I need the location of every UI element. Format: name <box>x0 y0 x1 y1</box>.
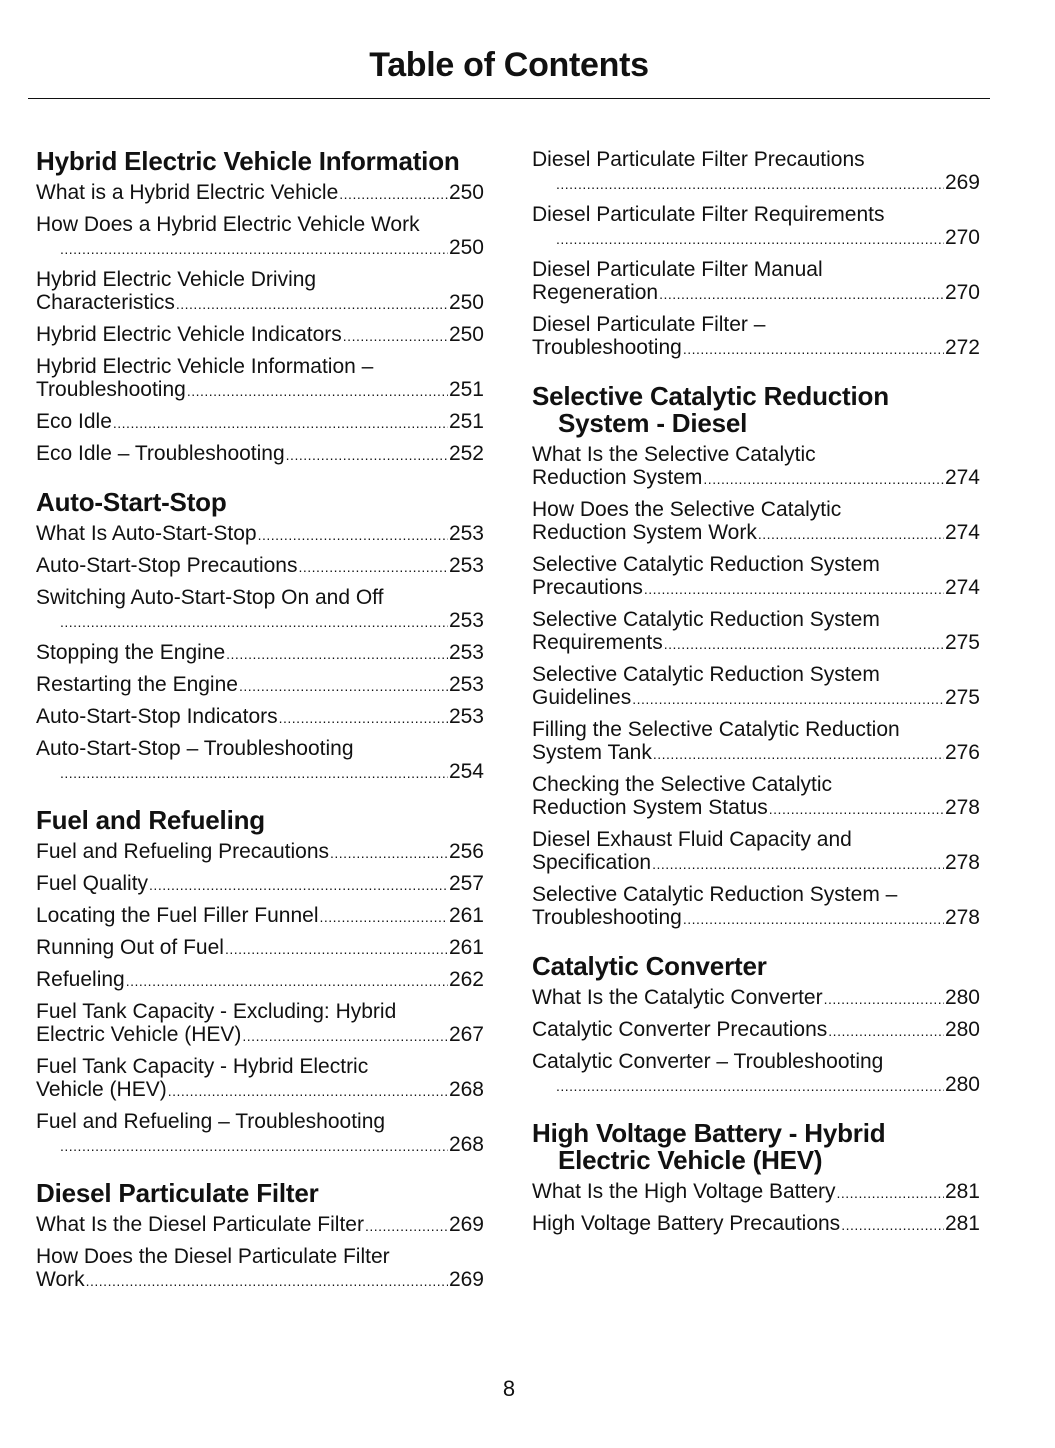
dot-leader <box>126 970 448 993</box>
toc-entry-row <box>36 442 484 467</box>
toc-entry[interactable] <box>532 828 980 876</box>
entry-label: How Does the Diesel Particulate Filter <box>36 1245 390 1268</box>
toc-entry-row <box>532 336 980 361</box>
toc-entry[interactable] <box>532 258 980 306</box>
dot-leader <box>226 643 448 666</box>
title-divider <box>28 98 990 99</box>
toc-entry-row <box>555 171 980 196</box>
entry-label: Refueling <box>36 968 125 991</box>
toc-entry[interactable] <box>36 968 484 993</box>
toc-entry[interactable] <box>36 1055 484 1103</box>
dot-leader <box>841 1214 944 1237</box>
dot-leader <box>330 842 448 865</box>
entry-label-continued: Reduction System Work <box>532 521 757 544</box>
toc-entry[interactable] <box>36 936 484 961</box>
section-heading: Diesel Particulate Filter <box>36 1178 319 1208</box>
entry-label: Fuel and Refueling Precautions <box>36 840 330 863</box>
entry-page: 252 <box>448 442 484 465</box>
toc-entry-row <box>36 1078 484 1103</box>
toc-entry-row <box>36 840 484 865</box>
dot-leader <box>652 853 944 876</box>
entry-label-continued: Work <box>36 1268 85 1291</box>
entry-label: How Does the Selective Catalytic <box>532 498 842 521</box>
toc-entry[interactable] <box>532 883 980 931</box>
entry-label: Auto-Start-Stop Precautions <box>36 554 298 577</box>
toc-section <box>36 1180 484 1293</box>
toc-entry[interactable] <box>532 1018 980 1043</box>
toc-entry-row <box>36 410 484 435</box>
toc-entry-row <box>532 1180 980 1205</box>
entry-label: Selective Catalytic Reduction System <box>532 608 880 631</box>
dot-leader <box>86 1270 448 1293</box>
entry-label: Catalytic Converter – Troubleshooting <box>532 1050 884 1073</box>
entry-label-continued: Regeneration <box>532 281 659 304</box>
entry-page: 275 <box>944 631 980 654</box>
entry-page: 256 <box>448 840 484 863</box>
entry-label-continued: Characteristics <box>36 291 175 314</box>
toc-entry[interactable] <box>36 705 484 730</box>
entry-label: Eco Idle – Troubleshooting <box>36 442 285 465</box>
entry-page: 269 <box>448 1213 484 1236</box>
entry-label: What Is the High Voltage Battery <box>532 1180 836 1203</box>
entry-label-continued: Reduction System Status <box>532 796 768 819</box>
toc-entry[interactable] <box>36 442 484 467</box>
toc-entry-row <box>555 226 980 251</box>
entry-page: 251 <box>448 378 484 401</box>
toc-entry[interactable] <box>532 1050 980 1098</box>
toc-entry-row <box>36 1268 484 1293</box>
entry-page: 250 <box>448 236 484 259</box>
entry-label: What Is the Diesel Particulate Filter <box>36 1213 364 1236</box>
toc-entry-row <box>532 1018 980 1043</box>
entry-page: 270 <box>944 281 980 304</box>
entry-page: 253 <box>448 522 484 545</box>
entry-label-continued: Specification <box>532 851 652 874</box>
section-heading: Hybrid Electric Vehicle Information <box>36 146 460 176</box>
toc-entry[interactable] <box>36 904 484 929</box>
entry-page: 278 <box>944 796 980 819</box>
entry-label: Hybrid Electric Vehicle Information – <box>36 355 374 378</box>
dot-leader <box>60 1135 448 1158</box>
dot-leader <box>279 707 448 730</box>
toc-entry-row <box>36 181 484 206</box>
toc-entry[interactable] <box>36 1213 484 1238</box>
toc-entry[interactable] <box>532 773 980 821</box>
entry-label-continued: Electric Vehicle (HEV) <box>36 1023 242 1046</box>
toc-entry-row <box>532 466 980 491</box>
toc-entry[interactable] <box>36 410 484 435</box>
dot-leader <box>683 338 944 361</box>
toc-entry[interactable] <box>532 443 980 491</box>
toc-entry-row <box>532 906 980 931</box>
toc-entry-row <box>532 796 980 821</box>
dot-leader <box>758 523 944 546</box>
toc-entry-row <box>36 641 484 666</box>
toc-entry[interactable] <box>532 1180 980 1205</box>
dot-leader <box>556 173 944 196</box>
entry-label: Running Out of Fuel <box>36 936 224 959</box>
entry-label: Fuel Tank Capacity - Hybrid Electric <box>36 1055 369 1078</box>
dot-leader <box>644 578 944 601</box>
toc-entry-row <box>36 872 484 897</box>
toc-entry[interactable] <box>36 1245 484 1293</box>
toc-entry-row <box>532 986 980 1011</box>
entry-label: What Is Auto-Start-Stop <box>36 522 257 545</box>
entry-label: Restarting the Engine <box>36 673 238 696</box>
toc-entry[interactable] <box>532 313 980 361</box>
page-title: Table of Contents <box>369 46 649 84</box>
toc-section <box>36 148 484 467</box>
section-heading: High Voltage Battery - Hybrid Electric Vehicle (HEV) <box>532 1118 886 1175</box>
dot-leader <box>659 283 944 306</box>
entry-label: Fuel Quality <box>36 872 149 895</box>
entry-page: 269 <box>944 171 980 194</box>
toc-section-continued <box>532 148 980 361</box>
entry-label: What Is the Catalytic Converter <box>532 986 823 1009</box>
toc-entry-row <box>532 1212 980 1237</box>
dot-leader <box>286 444 448 467</box>
toc-entry[interactable] <box>36 586 484 634</box>
entry-label: Eco Idle <box>36 410 112 433</box>
entry-label-continued: Troubleshooting <box>36 378 186 401</box>
entry-page: 250 <box>448 291 484 314</box>
entry-label: What Is the Selective Catalytic <box>532 443 816 466</box>
toc-entry[interactable] <box>36 737 484 785</box>
entry-label: Diesel Particulate Filter Manual <box>532 258 823 281</box>
toc-entry[interactable] <box>36 872 484 897</box>
section-heading: Catalytic Converter <box>532 951 767 981</box>
toc-entry[interactable] <box>36 1000 484 1048</box>
dot-leader <box>683 908 944 931</box>
toc-entry-row <box>36 323 484 348</box>
dot-leader <box>343 325 448 348</box>
toc-entry-row <box>555 1073 980 1098</box>
entry-page: 261 <box>448 936 484 959</box>
toc-entry[interactable] <box>36 554 484 579</box>
entry-label: Locating the Fuel Filler Funnel <box>36 904 319 927</box>
entry-label: Stopping the Engine <box>36 641 226 664</box>
dot-leader <box>113 412 448 435</box>
toc-section <box>532 1120 980 1237</box>
dot-leader <box>168 1080 448 1103</box>
toc-entry-row <box>36 291 484 316</box>
toc-entry[interactable] <box>36 840 484 865</box>
toc-entry[interactable] <box>36 355 484 403</box>
dot-leader <box>824 988 944 1011</box>
entry-label-continued: Reduction System <box>532 466 703 489</box>
entry-page: 280 <box>944 986 980 1009</box>
entry-label: How Does a Hybrid Electric Vehicle Work <box>36 213 420 236</box>
toc-entry[interactable] <box>532 986 980 1011</box>
entry-page: 272 <box>944 336 980 359</box>
entry-label: Fuel and Refueling – Troubleshooting <box>36 1110 386 1133</box>
entry-page: 280 <box>944 1073 980 1096</box>
dot-leader <box>258 524 448 547</box>
toc-entry[interactable] <box>532 608 980 656</box>
toc-entry[interactable] <box>36 213 484 261</box>
page-number: 8 <box>502 1376 516 1401</box>
toc-entry-row <box>59 760 484 785</box>
entry-page: 274 <box>944 576 980 599</box>
entry-label: Diesel Exhaust Fluid Capacity and <box>532 828 852 851</box>
entry-label: High Voltage Battery Precautions <box>532 1212 841 1235</box>
dot-leader <box>239 675 448 698</box>
toc-entry-row <box>36 554 484 579</box>
dot-leader <box>320 906 448 929</box>
entry-page: 253 <box>448 673 484 696</box>
toc-entry[interactable] <box>36 673 484 698</box>
toc-entry[interactable] <box>532 1212 980 1237</box>
entry-page: 281 <box>944 1212 980 1235</box>
toc-entry[interactable] <box>532 553 980 601</box>
entry-page: 280 <box>944 1018 980 1041</box>
entry-page: 278 <box>944 851 980 874</box>
toc-entry[interactable] <box>532 663 980 711</box>
entry-label: What is a Hybrid Electric Vehicle <box>36 181 339 204</box>
toc-column-right <box>532 148 980 1259</box>
dot-leader <box>60 762 448 785</box>
entry-page: 268 <box>448 1078 484 1101</box>
toc-entry-row <box>36 705 484 730</box>
toc-entry-row <box>59 236 484 261</box>
entry-page: 262 <box>448 968 484 991</box>
toc-entry-row <box>36 936 484 961</box>
toc-entry-row <box>36 968 484 993</box>
dot-leader <box>365 1215 448 1238</box>
dot-leader <box>556 1075 944 1098</box>
dot-leader <box>664 633 944 656</box>
dot-leader <box>176 293 448 316</box>
dot-leader <box>187 380 448 403</box>
dot-leader <box>339 183 448 206</box>
entry-page: 253 <box>448 554 484 577</box>
dot-leader <box>225 938 448 961</box>
entry-page: 268 <box>448 1133 484 1156</box>
toc-entry-row <box>36 673 484 698</box>
dot-leader <box>703 468 944 491</box>
entry-page: 276 <box>944 741 980 764</box>
entry-label: Catalytic Converter Precautions <box>532 1018 828 1041</box>
toc-entry-row <box>36 904 484 929</box>
toc-entry-row <box>36 522 484 547</box>
dot-leader <box>653 743 944 766</box>
entry-label: Selective Catalytic Reduction System <box>532 553 880 576</box>
toc-section <box>532 383 980 931</box>
toc-entry[interactable] <box>36 522 484 547</box>
dot-leader <box>828 1020 944 1043</box>
entry-label: Filling the Selective Catalytic Reduction <box>532 718 900 741</box>
toc-entry-row <box>532 741 980 766</box>
entry-label: Selective Catalytic Reduction System – <box>532 883 898 906</box>
toc-entry-row <box>532 521 980 546</box>
entry-label: Diesel Particulate Filter Precautions <box>532 148 865 171</box>
entry-page: 250 <box>448 323 484 346</box>
toc-entry[interactable] <box>36 268 484 316</box>
entry-label-continued: Troubleshooting <box>532 336 682 359</box>
toc-section <box>36 489 484 785</box>
entry-page: 267 <box>448 1023 484 1046</box>
entry-label-continued: Precautions <box>532 576 643 599</box>
entry-label: Diesel Particulate Filter Requirements <box>532 203 885 226</box>
dot-leader <box>556 228 944 251</box>
dot-leader <box>769 798 944 821</box>
entry-page: 250 <box>448 181 484 204</box>
entry-page: 254 <box>448 760 484 783</box>
toc-entry[interactable] <box>532 498 980 546</box>
toc-entry[interactable] <box>532 718 980 766</box>
toc-entry-row <box>59 1133 484 1158</box>
entry-page: 274 <box>944 466 980 489</box>
dot-leader <box>60 611 448 634</box>
entry-label: Hybrid Electric Vehicle Driving <box>36 268 317 291</box>
toc-entry-row <box>532 576 980 601</box>
toc-column-left <box>36 140 484 1315</box>
entry-page: 261 <box>448 904 484 927</box>
entry-page: 274 <box>944 521 980 544</box>
entry-page: 278 <box>944 906 980 929</box>
toc-entry-row <box>532 686 980 711</box>
toc-entry[interactable] <box>36 641 484 666</box>
toc-entry-row <box>532 281 980 306</box>
entry-page: 275 <box>944 686 980 709</box>
toc-entry[interactable] <box>36 323 484 348</box>
entry-label-continued: Troubleshooting <box>532 906 682 929</box>
dot-leader <box>632 688 944 711</box>
entry-page: 269 <box>448 1268 484 1291</box>
entry-page: 270 <box>944 226 980 249</box>
entry-page: 253 <box>448 609 484 632</box>
entry-label: Auto-Start-Stop – Troubleshooting <box>36 737 354 760</box>
toc-entry[interactable] <box>532 203 980 251</box>
entry-label: Selective Catalytic Reduction System <box>532 663 880 686</box>
entry-label: Diesel Particulate Filter – <box>532 313 766 336</box>
toc-section <box>532 953 980 1098</box>
toc-entry-row <box>532 851 980 876</box>
entry-page: 251 <box>448 410 484 433</box>
dot-leader <box>298 556 447 579</box>
toc-section <box>36 807 484 1158</box>
entry-label: Auto-Start-Stop Indicators <box>36 705 278 728</box>
dot-leader <box>60 238 448 261</box>
entry-label-continued: Requirements <box>532 631 663 654</box>
entry-label-continued: Guidelines <box>532 686 632 709</box>
toc-entry-row <box>532 631 980 656</box>
section-heading: Auto-Start-Stop <box>36 487 227 517</box>
toc-entry-row <box>36 1213 484 1238</box>
entry-label-continued: System Tank <box>532 741 652 764</box>
toc-entry-row <box>36 1023 484 1048</box>
entry-label: Checking the Selective Catalytic <box>532 773 832 796</box>
dot-leader <box>242 1025 448 1048</box>
entry-page: 281 <box>944 1180 980 1203</box>
entry-label: Switching Auto-Start-Stop On and Off <box>36 586 384 609</box>
entry-label-continued: Vehicle (HEV) <box>36 1078 167 1101</box>
toc-entry[interactable] <box>36 181 484 206</box>
entry-page: 253 <box>448 705 484 728</box>
toc-entry[interactable] <box>36 1110 484 1158</box>
dot-leader <box>149 874 448 897</box>
entry-page: 257 <box>448 872 484 895</box>
entry-page: 253 <box>448 641 484 664</box>
toc-entry-row <box>36 378 484 403</box>
entry-label: Fuel Tank Capacity - Excluding: Hybrid <box>36 1000 397 1023</box>
section-heading: Fuel and Refueling <box>36 805 265 835</box>
toc-entry[interactable] <box>532 148 980 196</box>
entry-label: Hybrid Electric Vehicle Indicators <box>36 323 342 346</box>
toc-entry-row <box>59 609 484 634</box>
section-heading: Selective Catalytic Reduction System - Diesel <box>532 381 889 438</box>
dot-leader <box>837 1182 944 1205</box>
